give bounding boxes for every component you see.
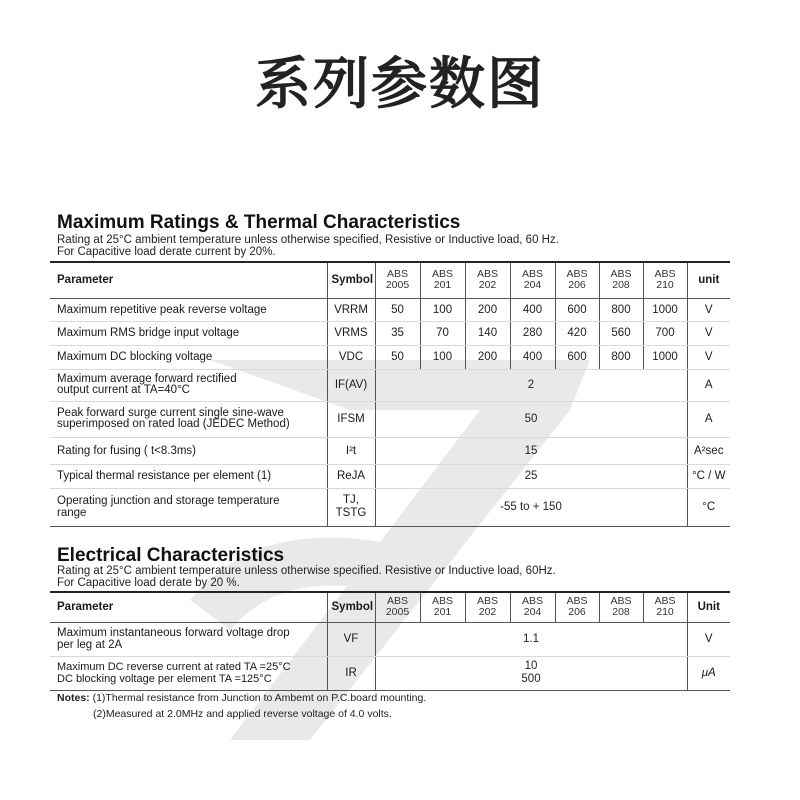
table-row: [50, 656, 730, 690]
value-cell: 1000: [643, 298, 687, 321]
symbol-cell: TJ, TSTG: [327, 488, 375, 526]
symbol-cell: I²t: [327, 437, 375, 464]
unit-cell: A: [687, 369, 730, 401]
unit-cell: A: [687, 401, 730, 437]
max-ratings-note-2: For Capacitive load derate current by 20%.: [57, 246, 276, 258]
header-model: ABS 2005: [375, 592, 420, 622]
header-model: ABS 206: [555, 262, 599, 298]
value-cell: 400: [510, 298, 555, 321]
table-row: [50, 488, 730, 526]
value-cell: 15: [375, 437, 687, 464]
value-cell: 50: [375, 345, 420, 369]
table-row: [50, 401, 730, 437]
table-header-row: [50, 592, 730, 622]
param-label: Operating junction and storage temperature range: [50, 488, 327, 526]
page-title: 系列参数图: [255, 52, 545, 117]
table-row: [50, 464, 730, 488]
value-cell: 140: [465, 321, 510, 345]
value-cell: 100: [420, 345, 465, 369]
header-model: ABS 202: [465, 592, 510, 622]
param-label: Maximum RMS bridge input voltage: [50, 321, 327, 345]
max-ratings-note-1: Rating at 25°C ambient temperature unless otherwise specified, Resistive or Inductive load, 60 Hz.: [57, 234, 559, 246]
table-row: [50, 622, 730, 656]
unit-cell: V: [687, 345, 730, 369]
symbol-cell: VDC: [327, 345, 375, 369]
header-symbol: Symbol: [327, 592, 375, 622]
value-cell: 35: [375, 321, 420, 345]
footnote-1-text: (1)Thermal resistance from Junction to Ambemt on P.C.board mounting.: [92, 692, 427, 704]
unit-cell: A²sec: [687, 437, 730, 464]
value-cell: 70: [420, 321, 465, 345]
header-model: ABS 201: [420, 592, 465, 622]
table-row: [50, 369, 730, 401]
footnote-2: (2)Measured at 2.0MHz and applied reverse voltage of 4.0 volts.: [93, 708, 392, 720]
value-cell: 25: [375, 464, 687, 488]
electrical-title: Electrical Characteristics: [57, 545, 285, 566]
unit-cell: μA: [687, 656, 730, 690]
value-cell: 50: [375, 298, 420, 321]
header-model: ABS 208: [599, 592, 643, 622]
header-model: ABS 204: [510, 592, 555, 622]
param-label: Maximum repetitive peak reverse voltage: [50, 298, 327, 321]
electrical-note-2: For Capacitive load derate by 20 %.: [57, 577, 240, 589]
max-ratings-table: [50, 261, 730, 527]
notes-label: Notes:: [57, 692, 90, 704]
param-label: Peak forward surge current single sine-wave superimposed on rated load (JEDEC Method): [50, 401, 327, 437]
value-cell: 800: [599, 345, 643, 369]
unit-cell: V: [687, 298, 730, 321]
symbol-cell: VRMS: [327, 321, 375, 345]
param-label: Maximum DC reverse current at rated TA =25°C DC blocking voltage per element TA =125°C: [50, 656, 327, 690]
value-cell: 600: [555, 298, 599, 321]
header-model: ABS 201: [420, 262, 465, 298]
footnote-1: [57, 690, 426, 706]
value-cell: 200: [465, 345, 510, 369]
header-model: ABS 210: [643, 262, 687, 298]
unit-cell: °C: [687, 488, 730, 526]
value-cell: -55 to + 150: [375, 488, 687, 526]
footnotes: [57, 690, 426, 722]
symbol-cell: ReJA: [327, 464, 375, 488]
header-model: ABS 208: [599, 262, 643, 298]
value-cell: 1.1: [375, 622, 687, 656]
param-label: Maximum instantaneous forward voltage drop per leg at 2A: [50, 622, 327, 656]
unit-cell: °C / W: [687, 464, 730, 488]
value-cell: 560: [599, 321, 643, 345]
header-symbol: Symbol: [327, 262, 375, 298]
value-cell: 200: [465, 298, 510, 321]
header-unit: Unit: [687, 592, 730, 622]
header-model: ABS 204: [510, 262, 555, 298]
param-label: Maximum DC blocking voltage: [50, 345, 327, 369]
value-cell: 50: [375, 401, 687, 437]
param-label: Maximum average forward rectified output current at TA=40°C: [50, 369, 327, 401]
value-cell: 800: [599, 298, 643, 321]
value-cell: 100: [420, 298, 465, 321]
table-row: [50, 298, 730, 321]
unit-cell: V: [687, 622, 730, 656]
electrical-table: [50, 591, 730, 691]
header-unit: unit: [687, 262, 730, 298]
header-model: ABS 210: [643, 592, 687, 622]
value-cell: 700: [643, 321, 687, 345]
table-header-row: [50, 262, 730, 298]
value-cell: 400: [510, 345, 555, 369]
value-cell: 600: [555, 345, 599, 369]
header-model: ABS 206: [555, 592, 599, 622]
header-parameter: Parameter: [50, 592, 327, 622]
symbol-cell: VF: [327, 622, 375, 656]
param-label: Typical thermal resistance per element (1): [50, 464, 327, 488]
unit-cell: V: [687, 321, 730, 345]
max-ratings-title: Maximum Ratings & Thermal Characteristics: [57, 212, 461, 233]
header-model: ABS 202: [465, 262, 510, 298]
param-label: Rating for fusing ( t<8.3ms): [50, 437, 327, 464]
table-row: [50, 437, 730, 464]
header-parameter: Parameter: [50, 262, 327, 298]
table-row: [50, 321, 730, 345]
table-row: [50, 345, 730, 369]
symbol-cell: IF(AV): [327, 369, 375, 401]
header-model: ABS 2005: [375, 262, 420, 298]
symbol-cell: VRRM: [327, 298, 375, 321]
value-cell: 420: [555, 321, 599, 345]
value-cell: 10 500: [375, 656, 687, 690]
electrical-note-1: Rating at 25°C ambient temperature unless otherwise specified. Resistive or Inductive load, 60Hz.: [57, 565, 556, 577]
symbol-cell: IFSM: [327, 401, 375, 437]
symbol-cell: IR: [327, 656, 375, 690]
value-cell: 2: [375, 369, 687, 401]
value-cell: 1000: [643, 345, 687, 369]
value-cell: 280: [510, 321, 555, 345]
